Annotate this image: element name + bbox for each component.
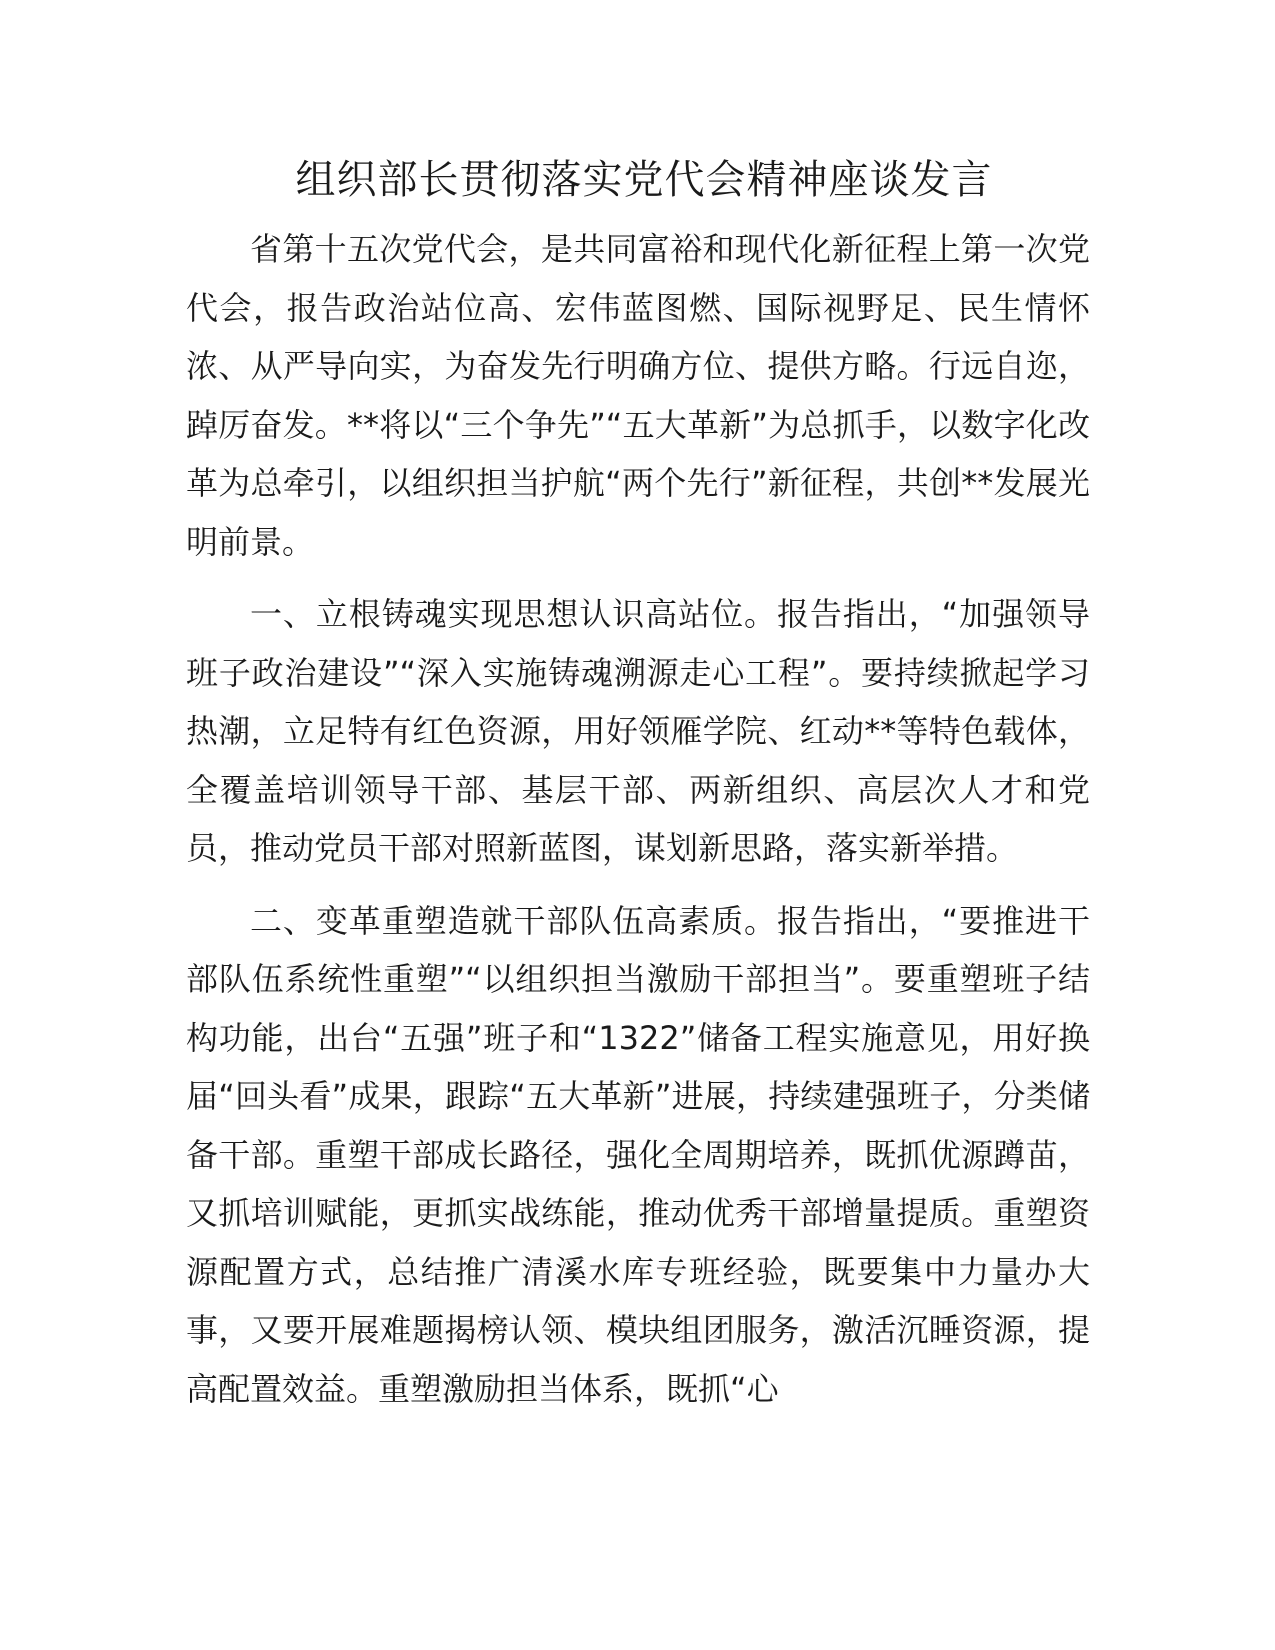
paragraph-section-one: 一、立根铸魂实现思想认识高站位。报告指出，“加强领导班子政治建设”“深入实施铸魂溯源走心工程”。要持续掀起学习热潮，立足特有红色资源，用好领雁学院、红动**等特色载体，全覆盖培训领导干部、基层干部、两新组织、高层次人才和党员，推动党员干部对照新蓝图，谋划新思路，落实新举措。 — [186, 595, 1090, 867]
paragraph-intro: 省第十五次党代会，是共同富裕和现代化新征程上第一次党代会，报告政治站位高、宏伟蓝图燃、国际视野足、民生情怀浓、从严导向实，为奋发先行明确方位、提供方略。行远自迩，踔厉奋发。**将以“三个争先”“五大革新”为总抓手，以数字化改革为总牵引，以组织担当护航“两个先行”新征程，共创**发展光明前景。 — [186, 230, 1090, 561]
document-title: 组织部长贯彻落实党代会精神座谈发言 — [295, 157, 993, 203]
paragraph-section-two: 二、变革重塑造就干部队伍高素质。报告指出，“要推进干部队伍系统性重塑”“以组织担当激励干部担当”。要重塑班子结构功能，出台“五强”班子和“1322”储备工程实施意见，用好换届“回头看”成果，跟踪“五大革新”进展，持续建强班子，分类储备干部。重塑干部成长路径，强化全周期培养，既抓优源蹲苗，又抓培训赋能，更抓实战练能，推动优秀干部增量提质。重塑资源配置方式，总结推广清溪水库专班经验，既要集中力量办大事，又要开展难题揭榜认领、模块组团服务，激活沉睡资源，提高配置效益。重塑激励担当体系，既抓“心 — [186, 901, 1090, 1408]
document-page — [186, 144, 1090, 1432]
